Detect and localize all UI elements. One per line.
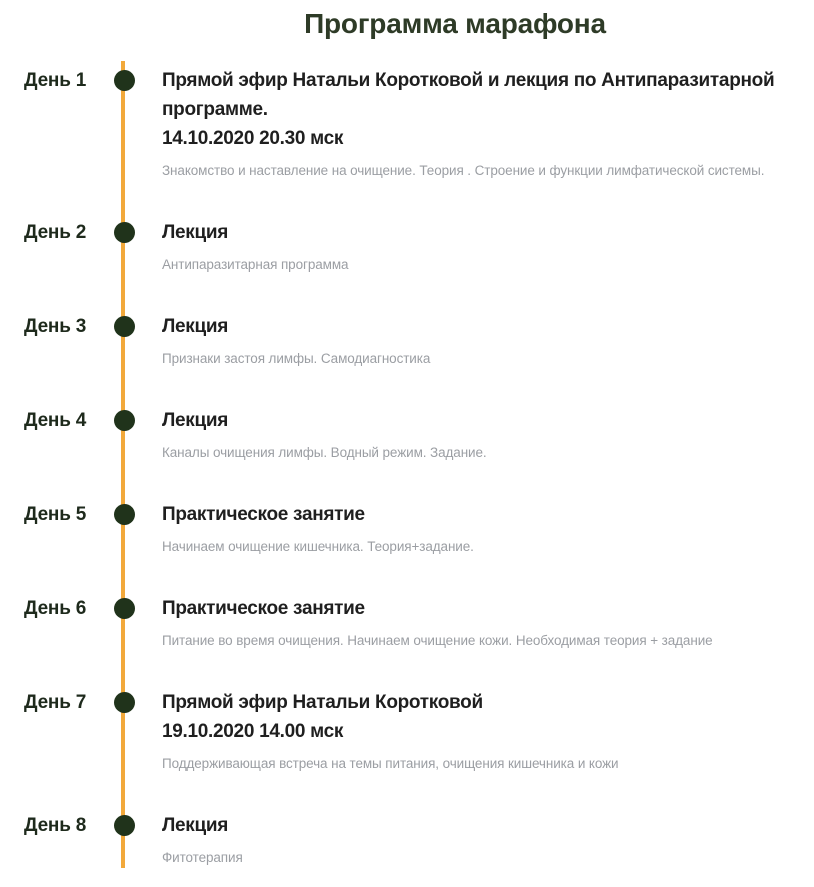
timeline-item-day-7 [0, 688, 814, 773]
timeline-item-day-5 [0, 500, 814, 556]
item-title: Прямой эфир Натальи Коротковой и лекция по Антипаразитарной программе. [162, 69, 775, 120]
timeline-dot-icon [114, 598, 135, 619]
timeline-marker [100, 500, 148, 556]
item-description: Каналы очищения лимфы. Водный режим. Задание. [162, 444, 487, 460]
timeline-marker [100, 312, 148, 368]
timeline-marker [100, 811, 148, 867]
day-label: День 7 [24, 691, 87, 713]
day-label: День 5 [24, 503, 87, 525]
item-date: 14.10.2020 20.30 мск [162, 127, 344, 149]
item-content [148, 66, 800, 180]
day-label: День 3 [24, 315, 87, 337]
item-description: Признаки застоя лимфы. Самодиагностика [162, 350, 431, 366]
timeline-item-day-8 [0, 811, 814, 867]
item-description: Знакомство и наставление на очищение. Теория . Строение и функции лимфатической системы. [162, 162, 765, 178]
timeline-dot-icon [114, 70, 135, 91]
timeline-item-day-1 [0, 66, 814, 180]
timeline-marker [100, 594, 148, 650]
timeline-dot-icon [114, 692, 135, 713]
timeline-marker [100, 218, 148, 274]
day-label: День 4 [24, 409, 87, 431]
day-label: День 8 [24, 814, 87, 836]
timeline-item-day-2 [0, 218, 814, 274]
item-content [148, 406, 800, 462]
page-title: Программа марафона [304, 8, 606, 39]
item-content [148, 500, 800, 556]
item-content [148, 688, 800, 773]
item-title: Прямой эфир Натальи Коротковой [162, 691, 483, 713]
timeline-dot-icon [114, 504, 135, 525]
item-title: Лекция [162, 814, 229, 836]
day-label: День 2 [24, 221, 87, 243]
item-description: Поддерживающая встреча на темы питания, очищения кишечника и кожи [162, 755, 619, 771]
timeline-item-day-4 [0, 406, 814, 462]
timeline-item-day-6 [0, 594, 814, 650]
timeline-dot-icon [114, 316, 135, 337]
item-title: Лекция [162, 315, 229, 337]
item-description: Начинаем очищение кишечника. Теория+задание. [162, 538, 474, 554]
day-label: День 1 [24, 69, 87, 91]
timeline-dot-icon [114, 815, 135, 836]
timeline-dot-icon [114, 222, 135, 243]
timeline-marker [100, 688, 148, 773]
program-timeline [0, 41, 814, 868]
item-title: Лекция [162, 221, 229, 243]
item-content [148, 312, 800, 368]
day-label: День 6 [24, 597, 87, 619]
page-header [0, 0, 814, 41]
item-description: Фитотерапия [162, 849, 243, 865]
item-title: Практическое занятие [162, 503, 365, 525]
item-title: Лекция [162, 409, 229, 431]
item-content [148, 594, 800, 650]
timeline-marker [100, 406, 148, 462]
item-title: Практическое занятие [162, 597, 365, 619]
item-description: Питание во время очищения. Начинаем очищение кожи. Необходимая теория + задание [162, 632, 713, 648]
item-content [148, 811, 800, 867]
item-content [148, 218, 800, 274]
timeline-marker [100, 66, 148, 180]
item-date: 19.10.2020 14.00 мск [162, 720, 344, 742]
timeline-item-day-3 [0, 312, 814, 368]
item-description: Антипаразитарная программа [162, 256, 349, 272]
timeline-dot-icon [114, 410, 135, 431]
